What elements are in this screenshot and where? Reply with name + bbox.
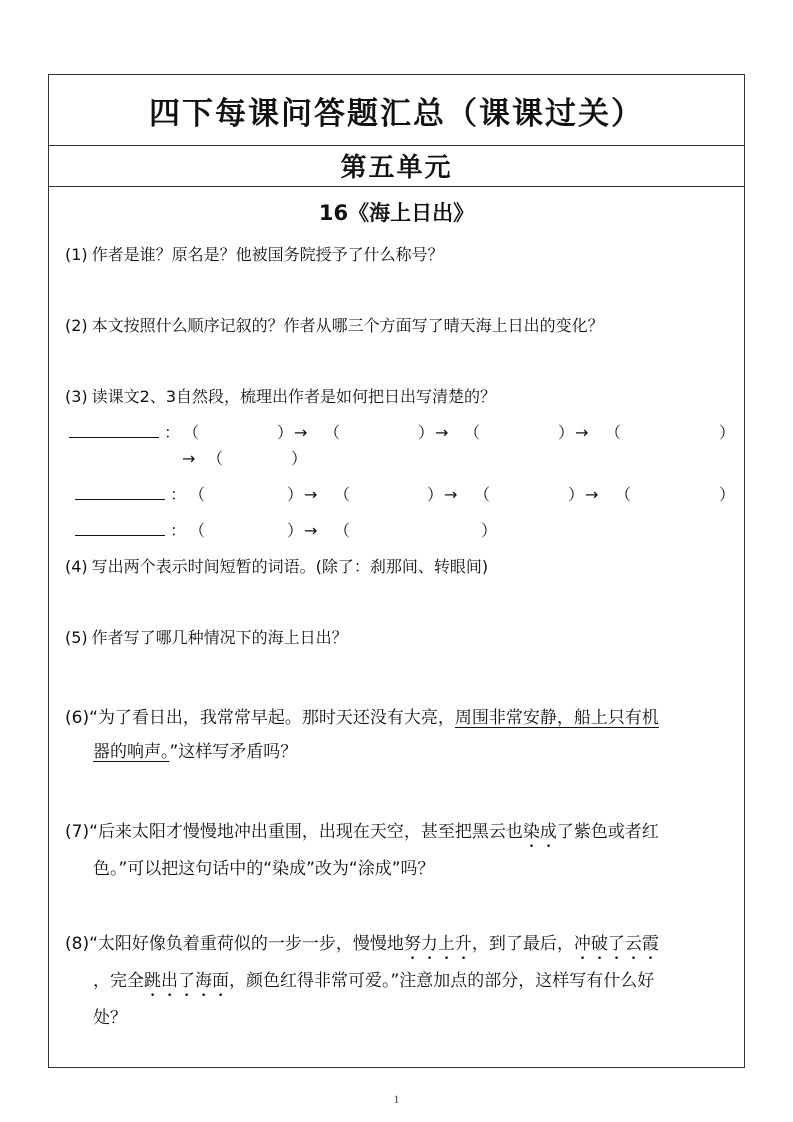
arrow-icon: → — [294, 423, 308, 442]
question-number: (5) — [65, 628, 88, 647]
question-number: (1) — [65, 245, 88, 264]
arrow-icon: → — [444, 485, 458, 504]
fill-row-2: ： — [75, 485, 186, 505]
question-7: (7)“后来太阳才慢慢地冲出重围，出现在天空，甚至把黑云也染成了紫色或者红 色。”可以把这句话中的“染成”改为“涂成”吗？ — [65, 822, 659, 879]
question-text: 作者写了哪几种情况下的海上日出？ — [91, 628, 348, 647]
fill-row-1: ： — [69, 423, 180, 443]
question-6: (6)“为了看日出，我常常早起。那时天还没有大亮，周围非常安静，船上只有机 器的响声。”这样写矛盾吗？ — [65, 708, 659, 762]
arrow-icon: → — [575, 423, 589, 442]
page-title: 四下每课问答题汇总（课课过关） — [49, 75, 744, 146]
page-number: 1 — [393, 1092, 400, 1106]
arrow-icon: → — [304, 521, 318, 540]
question-text: 作者是谁？原名是？他被国务院授予了什么称号？ — [91, 245, 444, 264]
answer-blank[interactable] — [69, 423, 159, 438]
arrow-icon: → — [304, 485, 318, 504]
answer-blank[interactable] — [75, 485, 165, 500]
question-8: (8)“太阳好像负着重荷似的一步一步，慢慢地努力上升，到了最后，冲破了云霞 ，完全跳出了海面，颜色红得非常可爱。”注意加点的部分，这样写有什么好 处？ — [65, 934, 659, 1028]
answer-blank[interactable] — [75, 521, 165, 536]
question-number: (7) — [65, 822, 90, 842]
question-3 — [65, 387, 496, 407]
dotted-text: 冲破了云霞 — [573, 934, 659, 954]
dotted-text: 染成 — [522, 822, 557, 842]
question-number: (6) — [65, 708, 90, 728]
dotted-text: 跳出了海面 — [144, 971, 229, 991]
unit-title: 第五单元 — [49, 145, 744, 187]
question-text: 读课文2、3自然段，梳理出作者是如何把日出写清楚的？ — [91, 387, 497, 406]
underlined-text: 器的响声。 — [93, 742, 170, 762]
question-text: 写出两个表示时间短暂的词语。(除了：刹那间、转眼间) — [91, 557, 489, 576]
question-1 — [65, 245, 444, 265]
question-number: (3) — [65, 387, 88, 406]
question-number: (2) — [65, 316, 88, 335]
dotted-text: 努力上升 — [403, 934, 472, 954]
question-2 — [65, 316, 604, 336]
question-number: (8) — [65, 934, 90, 954]
underlined-text: 周围非常安静，船上只有机 — [454, 708, 659, 728]
fill-row-3: ： — [75, 521, 186, 541]
worksheet-frame: 四下每课问答题汇总（课课过关） 第五单元 16《海上日出》 (1) 作者是谁？原名是？他被国务院授予了什么称号？ (2) 本文按照什么顺序记叙的？作者从哪三个方面写了晴天海上日出的变化？ (3) 读课文2、3自然段，梳理出作者是如何把日出写清楚的？ ： （ ） → （ ） → （ ） → （ ） → （ ） ： （ ） → （ ） → （ ） → （ ） ： （ ） → （ ） (4) 写出两个表示时间短暂的词语。(除了：刹那间、转眼间) (5) 作者写了哪几种情况下的海上日出？ (6)“为了看日出，我常常早起。那时天还没有大亮，周围非常安静，船上只有机 器的响声。”这样写矛盾吗？ (7)“后来太阳才慢慢地冲出重围，出现在天空，甚至把黑云也染成了紫色或者红 色。”可以把这句话中的“染成”改为“涂成”吗？ (8)“太阳好像负着重荷似的一步一步，慢慢地努力上升，到了最后，冲破了云霞 ，完全跳出了海面，颜色红得非常可爱。”注意加点的部分，这样写有什么好 处？ — [48, 74, 745, 1068]
arrow-icon: → — [182, 449, 196, 468]
question-number: (4) — [65, 557, 88, 576]
arrow-icon: → — [435, 423, 449, 442]
lesson-title: 16《海上日出》 — [318, 201, 475, 225]
question-text: 本文按照什么顺序记叙的？作者从哪三个方面写了晴天海上日出的变化？ — [91, 316, 604, 335]
arrow-icon: → — [585, 485, 599, 504]
question-4 — [65, 557, 488, 577]
question-5 — [65, 628, 348, 648]
